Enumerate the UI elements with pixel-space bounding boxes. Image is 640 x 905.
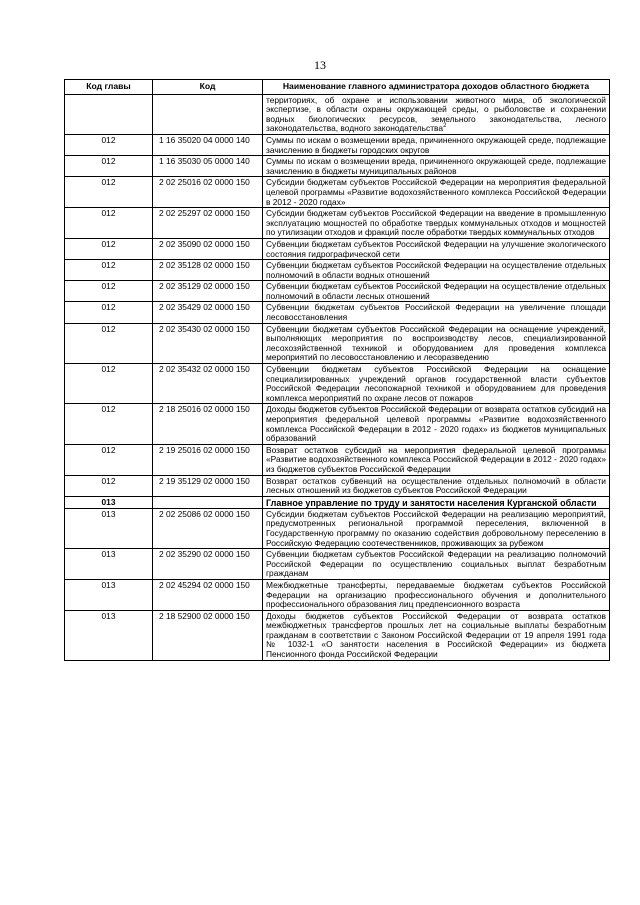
name-cell: Субвенции бюджетам субъектов Российской Федерации на реализацию полномочий Российской Федерации по осуществлению социальных выплат безработным гражданам (263, 549, 610, 580)
head-code-cell: 013 (65, 508, 153, 548)
table-row (65, 156, 610, 177)
code-cell: 1 16 35030 05 0000 140 (153, 156, 263, 177)
code-cell: 2 02 25086 02 0000 150 (153, 508, 263, 548)
code-cell: 2 18 25016 02 0000 150 (153, 404, 263, 444)
footnote-marker: 2 (443, 123, 447, 130)
continued-head-cell (65, 94, 153, 134)
name-cell: Возврат остатков субвенций на осуществление отдельных полномочий в области лесных отношений из бюджетов субъектов Российской Федерации (263, 475, 610, 496)
code-cell: 2 02 25016 02 0000 150 (153, 177, 263, 208)
name-cell: Субсидии бюджетам субъектов Российской Федерации на мероприятия федеральной целевой программы «Развитие водохозяйственного комплекса Российской Федерации в 2012 - 2020 годах» (263, 177, 610, 208)
code-cell: 2 02 35432 02 0000 150 (153, 364, 263, 404)
name-cell: Субвенции бюджетам субъектов Российской Федерации на улучшение экологического состояния гидрографической сети (263, 238, 610, 259)
head-code-cell: 012 (65, 444, 153, 475)
head-code-cell: 012 (65, 134, 153, 155)
code-cell: 2 19 25016 02 0000 150 (153, 444, 263, 475)
continued-row (65, 94, 610, 134)
table-row (65, 549, 610, 580)
table-row (65, 323, 610, 363)
name-cell: Доходы бюджетов субъектов Российской Федерации от возврата остатков субсидий на мероприятия федеральной целевой программы «Развитие водохозяйственного комплекса Российской Федерации в 2012 - 2020 годах» из бюджетов муниципальных образований (263, 404, 610, 444)
table-row (65, 508, 610, 548)
head-code-cell: 012 (65, 156, 153, 177)
name-cell: Доходы бюджетов субъектов Российской Федерации от возврата остатков межбюджетных трансфертов прошлых лет на социальные выплаты безработным гражданам в соответствии с Законом Российской Федерации от 19 апреля 1991 года № 1032-1 «О занятости населения в Российской Федерации» из бюджета Пенсионного фонда Российской Федерации (263, 610, 610, 660)
continued-name-cell (263, 94, 610, 134)
name-cell: Суммы по искам о возмещении вреда, причиненного окружающей среде, подлежащие зачислению в бюджеты городских округов (263, 134, 610, 155)
code-cell: 2 02 35090 02 0000 150 (153, 238, 263, 259)
page-number: 13 (314, 58, 326, 72)
head-code-header: Код главы (65, 80, 153, 95)
head-code-cell: 013 (65, 549, 153, 580)
table-row (65, 281, 610, 302)
head-code-cell: 012 (65, 302, 153, 323)
name-cell: Субвенции бюджетам субъектов Российской Федерации на оснащение специализированных учреждений органов государственной власти субъектов Российской Федерации лесопожарной техникой и оборудованием для проведения комплекса мероприятий по охране лесов от пожаров (263, 364, 610, 404)
revenue-administrators-table (64, 79, 610, 661)
code-cell: 2 18 52900 02 0000 150 (153, 610, 263, 660)
code-cell: 2 02 35290 02 0000 150 (153, 549, 263, 580)
code-cell: 2 02 45294 02 0000 150 (153, 579, 263, 610)
head-code-cell: 013 (65, 610, 153, 660)
head-code-cell: 012 (65, 177, 153, 208)
table-row (65, 302, 610, 323)
table-row (65, 610, 610, 660)
table-row (65, 444, 610, 475)
code-cell: 2 02 35129 02 0000 150 (153, 281, 263, 302)
head-code-cell: 012 (65, 364, 153, 404)
head-code-cell: 012 (65, 208, 153, 239)
name-cell: Субсидии бюджетам субъектов Российской Федерации на реализацию мероприятий, предусмотренных региональной программой переселения, включенной в Государственную программу по оказанию содействия добровольному переселению в Российскую Федерацию соотечественников, проживающих за рубежом (263, 508, 610, 548)
table-row (65, 475, 610, 496)
continued-code-cell (153, 94, 263, 134)
table-row (65, 208, 610, 239)
name-cell: Субвенции бюджетам субъектов Российской Федерации на осуществление отдельных полномочий в области лесных отношений (263, 281, 610, 302)
table-row (65, 134, 610, 155)
code-cell (153, 496, 263, 508)
head-code-cell: 013 (65, 496, 153, 508)
code-cell: 2 19 35129 02 0000 150 (153, 475, 263, 496)
name-cell: Субсидии бюджетам субъектов Российской Федерации на введение в промышленную эксплуатацию мощностей по обработке твердых коммунальных отходов и мощностей по утилизации отходов и фракций после обработки твердых коммунальных отходов (263, 208, 610, 239)
table-row (65, 260, 610, 281)
section-header-row (65, 496, 610, 508)
name-cell: Субвенции бюджетам субъектов Российской Федерации на увеличение площади лесовосстановления (263, 302, 610, 323)
head-code-cell: 012 (65, 404, 153, 444)
table-row (65, 364, 610, 404)
code-cell: 2 02 25297 02 0000 150 (153, 208, 263, 239)
code-cell: 2 02 35429 02 0000 150 (153, 302, 263, 323)
code-cell: 2 02 35430 02 0000 150 (153, 323, 263, 363)
table-row (65, 238, 610, 259)
name-cell: Суммы по искам о возмещении вреда, причиненного окружающей среде, подлежащие зачислению в бюджеты муниципальных районов (263, 156, 610, 177)
head-code-cell: 013 (65, 579, 153, 610)
table-row (65, 579, 610, 610)
code-header: Код (153, 80, 263, 95)
code-cell: 2 02 35128 02 0000 150 (153, 260, 263, 281)
name-cell: Межбюджетные трансферты, передаваемые бюджетам субъектов Российской Федерации на организацию профессионального обучения и дополнительного профессионального образования лиц предпенсионного возраста (263, 579, 610, 610)
head-code-cell: 012 (65, 323, 153, 363)
name-cell: Возврат остатков субсидий на мероприятия федеральной целевой программы «Развитие водохозяйственного комплекса Российской Федерации в 2012 - 2020 годах» из бюджетов субъектов Российской Федерации (263, 444, 610, 475)
continued-text: территориях, об охране и использовании животного мира, об экологической экспертизе, в области охраны окружающей среды, о рыболовстве и сохранении водных биологических ресурсов, земельного законодательства, лесного законодательства, водного законодательства (266, 94, 606, 134)
head-code-cell: 012 (65, 281, 153, 302)
table-row (65, 404, 610, 444)
head-code-cell: 012 (65, 238, 153, 259)
head-code-cell: 012 (65, 260, 153, 281)
head-code-cell: 012 (65, 475, 153, 496)
name-header: Наименование главного администратора доходов областного бюджета (263, 80, 610, 95)
table-header-row (65, 80, 610, 95)
code-cell: 1 16 35020 04 0000 140 (153, 134, 263, 155)
name-cell: Субвенции бюджетам субъектов Российской Федерации на оснащение учреждений, выполняющих мероприятия по воспроизводству лесов, специализированной лесохозяйственной техникой и оборудованием для проведения комплекса мероприятий по лесовосстановлению и лесоразведению (263, 323, 610, 363)
table-row (65, 177, 610, 208)
name-cell: Главное управление по труду и занятости населения Курганской области (263, 496, 610, 508)
name-cell: Субвенции бюджетам субъектов Российской Федерации на осуществление отдельных полномочий в области водных отношений (263, 260, 610, 281)
